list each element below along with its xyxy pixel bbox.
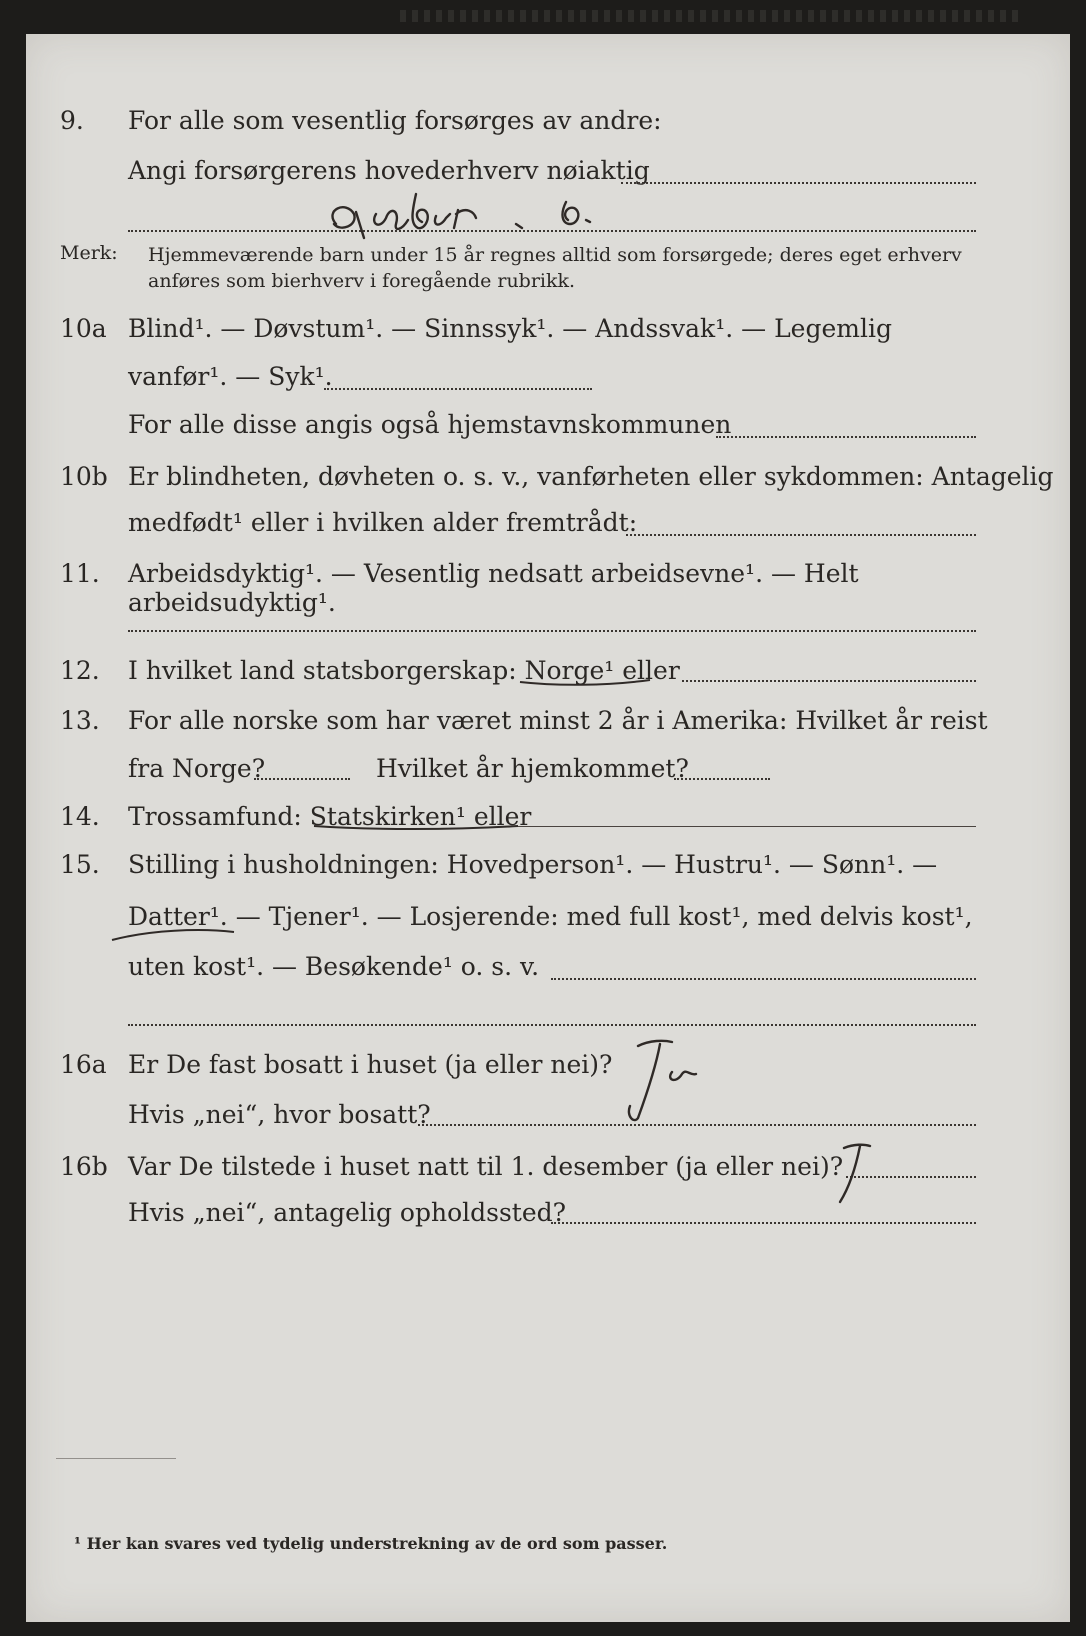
item-16a-line1: Er De fast bosatt i huset (ja eller nei)?: [128, 1050, 613, 1079]
answer-line-13b: [674, 778, 770, 780]
item-13-line2b: Hvilket år hjemkommet?: [376, 754, 689, 783]
item-10a-number: 10a: [60, 314, 107, 343]
item-10b-number: 10b: [60, 462, 108, 491]
underline-datter: [110, 924, 240, 946]
item-16b-line1: Var De tilstede i huset natt til 1. desember (ja eller nei)?: [128, 1152, 844, 1181]
item-10a-line2: vanfør¹. — Syk¹.: [128, 362, 333, 391]
item-14-number: 14.: [60, 802, 100, 831]
item-16a-line2: Hvis „nei“, hvor bosatt?: [128, 1100, 431, 1129]
item-9-line1: For alle som vesentlig forsørges av andre:: [128, 106, 662, 135]
answer-line-10b: [626, 534, 976, 536]
note-line2: anføres som bierhverv i foregående rubrikk.: [148, 270, 576, 292]
item-16b-number: 16b: [60, 1152, 108, 1181]
answer-line-13a: [254, 778, 350, 780]
item-14-line1: Trossamfund: Statskirken¹ eller: [128, 802, 532, 831]
item-11-line1: Arbeidsdyktig¹. — Vesentlig nedsatt arbeidsevne¹. — Helt arbeidsudyktig¹.: [128, 559, 859, 617]
answer-line-10a: [324, 388, 592, 390]
item-10a-line3: For alle disse angis også hjemstavnskommunen: [128, 410, 732, 439]
item-13-line2a: fra Norge?: [128, 754, 266, 783]
answer-line-16b-place: [551, 1222, 976, 1224]
answer-line-15: [551, 978, 976, 980]
item-16a-number: 16a: [60, 1050, 107, 1079]
item-15-line1: Stilling i husholdningen: Hovedperson¹. — Hustru¹. — Sønn¹. —: [128, 850, 938, 879]
item-13-line1: For alle norske som har været minst 2 år i Amerika: Hvilket år reist: [128, 706, 988, 735]
item-11-number: 11.: [60, 559, 100, 588]
scan-edge-strip: [400, 10, 1020, 22]
item-15-line3: uten kost¹. — Besøkende¹ o. s. v.: [128, 952, 540, 981]
footnote: ¹ Her kan svares ved tydelig understrekning av de ord som passer.: [74, 1534, 668, 1553]
item-12-line1: I hvilket land statsborgerskap: Norge¹ eller: [128, 656, 680, 685]
item-15-line2: Datter¹. — Tjener¹. — Losjerende: med full kost¹, med delvis kost¹,: [128, 902, 973, 931]
item-16b-line2: Hvis „nei“, antagelig opholdssted?: [128, 1198, 567, 1227]
handwritten-occupation: [316, 184, 636, 240]
census-form-page: [26, 34, 1070, 1622]
item-9-number: 9.: [60, 106, 84, 135]
footnote-rule: [56, 1458, 176, 1459]
item-10a-line1: Blind¹. — Døvstum¹. — Sinnssyk¹. — Andssvak¹. — Legemlig: [128, 314, 892, 343]
item-15-number: 15.: [60, 850, 100, 879]
underline-norge: [516, 674, 656, 690]
answer-line-15b: [128, 1024, 976, 1026]
underline-statskirken: [312, 820, 522, 834]
note-label: Merk:: [60, 242, 118, 264]
item-12-number: 12.: [60, 656, 100, 685]
item-9-line2: Angi forsørgerens hovederhverv nøiaktig: [128, 156, 650, 185]
answer-line-12: [682, 680, 976, 682]
answer-line-11: [128, 630, 976, 632]
item-10b-line1: Er blindheten, døvheten o. s. v., vanførheten eller sykdommen: Antagelig: [128, 462, 1054, 491]
item-13-number: 13.: [60, 706, 100, 735]
handwritten-ja: [616, 1036, 716, 1126]
item-10b-line2: medfødt¹ eller i hvilken alder fremtrådt:: [128, 508, 638, 537]
answer-line-14: [516, 826, 976, 827]
answer-line-10a-home: [716, 436, 976, 438]
handwritten-j: [826, 1138, 886, 1208]
answer-line-9a: [621, 182, 976, 184]
note-line1: Hjemmeværende barn under 15 år regnes alltid som forsørgede; deres eget erhverv: [148, 244, 962, 266]
